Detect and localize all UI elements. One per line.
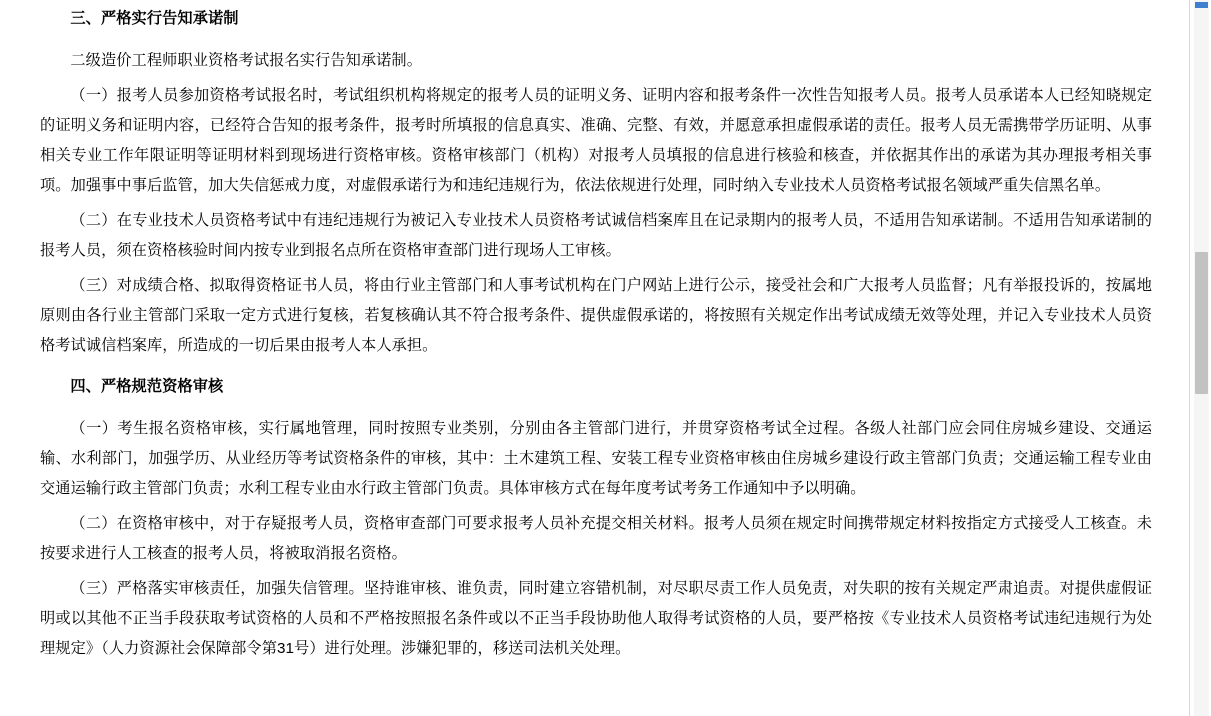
paragraph-section4-item1: （一）考生报名资格审核，实行属地管理，同时按照专业类别，分别由各主管部门进行，并贯穿资格考试全过程。各级人社部门应会同住房城乡建设、交通运输、水利部门，加强学历、从业经历等考试资格条件的审核，其中：土木建筑工程、安装工程专业资格审核由住房城乡建设行政主管部门负责；交通运输工程专业由交通运输行政主管部门负责；水利工程专业由水行政主管部门负责。具体审核方式在每年度考试考务工作通知中予以明确。 xyxy=(40,420,1152,497)
paragraph-section3-item3: （三）对成绩合格、拟取得资格证书人员，将由行业主管部门和人事考试机构在门户网站上进行公示，接受社会和广大报考人员监督；凡有举报投诉的，按属地原则由各行业主管部门采取一定方式进行复核，若复核确认其不符合报考条件、提供虚假承诺的，将按照有关规定作出考试成绩无效等处理，并记入专业技术人员资格考试诚信档案库，所造成的一切后果由报考人本人承担。 xyxy=(40,277,1152,354)
paragraph-section3-intro: 二级造价工程师职业资格考试报名实行告知承诺制。 xyxy=(70,52,423,69)
section-heading-4: 四、严格规范资格审核 xyxy=(70,378,224,395)
scrollbar-thumb[interactable] xyxy=(1195,252,1208,394)
paragraph-section3-item2: （二）在专业技术人员资格考试中有违纪违规行为被记入专业技术人员资格考试诚信档案库且在记录期内的报考人员，不适用告知承诺制。不适用告知承诺制的报考人员，须在资格核验时间内按专业到报名点所在资格审查部门进行现场人工审核。 xyxy=(40,212,1152,259)
paragraph-section3-item1: （一）报考人员参加资格考试报名时，考试组织机构将规定的报考人员的证明义务、证明内容和报考条件一次性告知报考人员。报考人员承诺本人已经知晓规定的证明义务和证明内容，已经符合告知的报考条件，报考时所填报的信息真实、准确、完整、有效，并愿意承担虚假承诺的责任。报考人员无需携带学历证明、从事相关专业工作年限证明等证明材料到现场进行资格审核。资格审核部门（机构）对报考人员填报的信息进行核验和核查，并依据其作出的承诺为其办理报考相关事项。加强事中事后监管，加大失信惩戒力度，对虚假承诺行为和违纪违规行为，依法依规进行处理，同时纳入专业技术人员资格考试报名领域严重失信黑名单。 xyxy=(40,87,1152,194)
paragraph-section4-item3: （三）严格落实审核责任，加强失信管理。坚持谁审核、谁负责，同时建立容错机制，对尽职尽责工作人员免责，对失职的按有关规定严肃追责。对提供虚假证明或以其他不正当手段获取考试资格的人员和不严格按照报名条件或以不正当手段协助他人取得考试资格的人员，要严格按《专业技术人员资格考试违纪违规行为处理规定》（人力资源社会保障部令第31号）进行处理。涉嫌犯罪的，移送司法机关处理。 xyxy=(40,580,1152,657)
scroll-marker-icon xyxy=(1195,2,1208,8)
paragraph-section4-item2: （二）在资格审核中，对于存疑报考人员，资格审查部门可要求报考人员补充提交相关材料。报考人员须在规定时间携带规定材料按指定方式接受人工核查。未按要求进行人工核查的报考人员，将被取消报名资格。 xyxy=(40,515,1152,562)
scroll-rail xyxy=(1189,0,1211,716)
section-heading-3: 三、严格实行告知承诺制 xyxy=(70,10,239,27)
